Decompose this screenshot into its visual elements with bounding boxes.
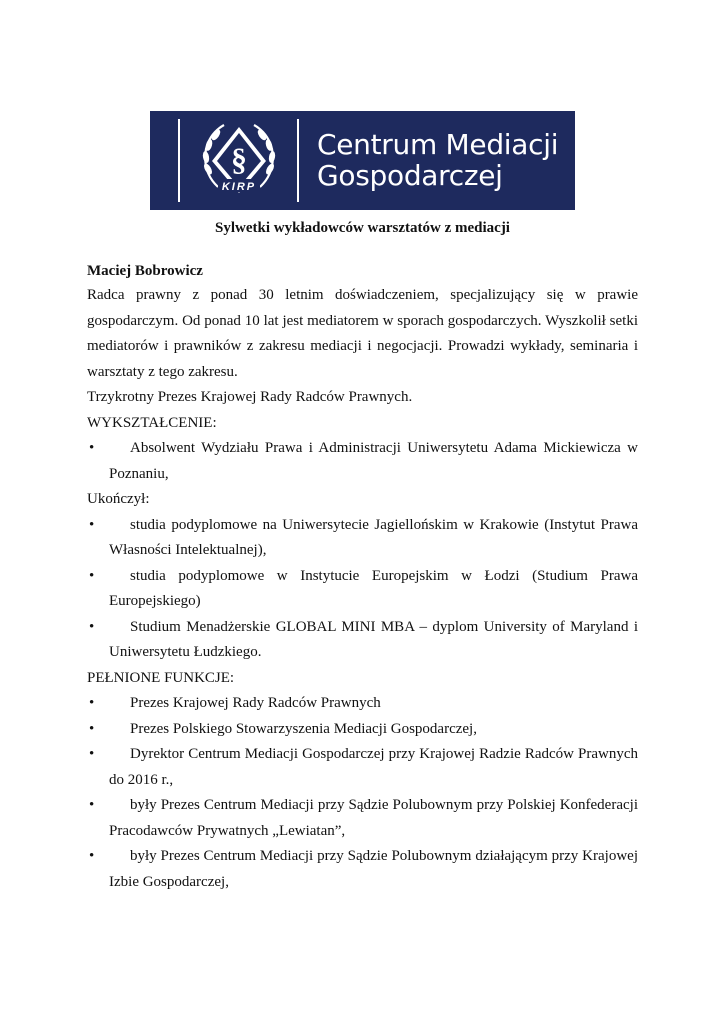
bio-paragraph: Radca prawny z ponad 30 letnim doświadczeniem, specjalizujący się w prawie gospodarczym. Od ponad 10 lat jest mediatorem w sporach gospodarczych. Wyszkolił setki mediatorów i prawników z zakresu mediacji i negocjacji. Prowadzi wykłady, seminaria i warsztaty z tego zakresu. (87, 287, 638, 380)
list-item: • były Prezes Centrum Mediacji przy Sądzie Polubownym działającym przy Krajowej Izbie Gospodarczej, (87, 844, 638, 895)
bullet-icon: • (89, 848, 95, 864)
bullet-icon: • (89, 618, 95, 635)
bullet-icon: • (89, 695, 95, 711)
kirp-emblem-icon (194, 117, 284, 205)
bullet-icon: • (89, 746, 95, 762)
header-banner (150, 111, 575, 210)
person-name: Maciej Bobrowicz (87, 263, 203, 279)
education-list (87, 436, 638, 487)
brand-line-2: Gospodarczej (317, 159, 503, 192)
list-item: • Studium Menadżerskie GLOBAL MINI MBA – dyplom University of Maryland i Uniwersytetu Łudzkiego. (87, 615, 638, 666)
brand-name (317, 129, 558, 191)
brand-line-1: Centrum Mediacji (317, 128, 559, 161)
emblem-label: KIRP (221, 181, 257, 193)
list-item: • były Prezes Centrum Mediacji przy Sądzie Polubownym przy Polskiej Konfederacji Pracodawców Prywatnych „Lewiatan”, (87, 793, 638, 844)
svg-text:§: § (231, 141, 247, 177)
bullet-icon: • (89, 567, 95, 584)
bullet-icon: • (89, 440, 95, 456)
document-title: Sylwetki wykładowców warsztatów z mediacji (215, 220, 510, 236)
functions-heading: PEŁNIONE FUNKCJE: (87, 669, 235, 686)
completed-list (87, 513, 638, 666)
bullet-icon: • (89, 720, 95, 737)
document-body (87, 215, 638, 895)
list-item: • studia podyplomowe na Uniwersytecie Jagiellońskim w Krakowie (Instytut Prawa Własności Intelektualnej), (87, 513, 638, 564)
education-heading: WYKSZTAŁCENIE: (87, 414, 217, 431)
banner-divider-right (297, 119, 299, 202)
bio-note: Trzykrotny Prezes Krajowej Rady Radców Prawnych. (87, 389, 413, 405)
bullet-icon: • (89, 797, 95, 813)
functions-list (87, 691, 638, 895)
bullet-icon: • (89, 516, 95, 533)
list-item: • Absolwent Wydziału Prawa i Administracji Uniwersytetu Adama Mickiewicza w Poznaniu, (87, 436, 638, 487)
list-item: • Prezes Polskiego Stowarzyszenia Mediacji Gospodarczej, (87, 717, 638, 743)
completed-heading: Ukończył: (87, 491, 150, 507)
list-item: • Dyrektor Centrum Mediacji Gospodarczej przy Krajowej Radzie Radców Prawnych do 2016 r., (87, 742, 638, 793)
list-item: • studia podyplomowe w Instytucie Europejskim w Łodzi (Studium Prawa Europejskiego) (87, 564, 638, 615)
list-item: • Prezes Krajowej Rady Radców Prawnych (87, 691, 638, 717)
banner-divider-left (178, 119, 180, 202)
